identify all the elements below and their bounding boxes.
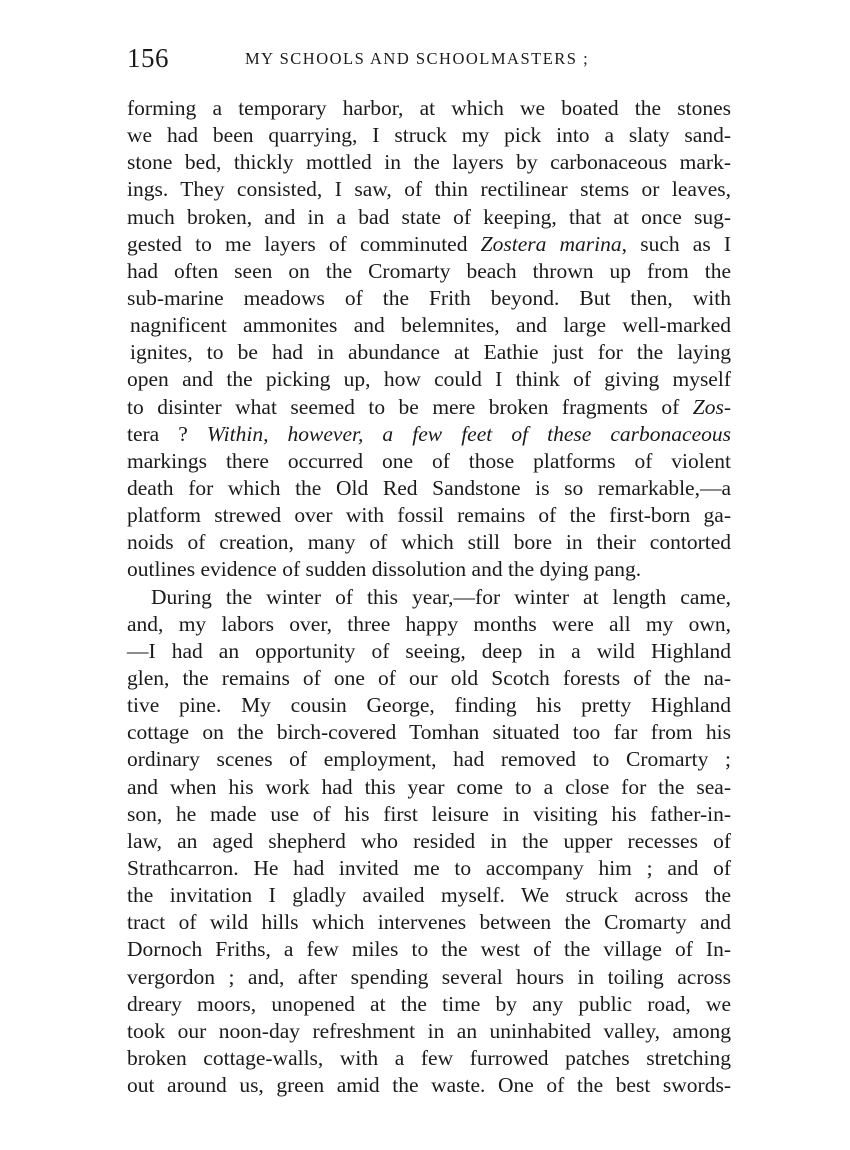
text-line	[127, 774, 731, 801]
text-line	[127, 611, 731, 638]
text-line	[127, 936, 731, 963]
paragraph	[127, 95, 731, 584]
text-line	[127, 882, 731, 909]
text-run: cottage on the birch-covered Tomhan situated too far from his	[127, 720, 731, 745]
text-line	[127, 964, 731, 991]
text-line	[127, 285, 731, 312]
text-run: and, my labors over, three happy months were all my own,	[127, 611, 731, 636]
text-line	[127, 746, 731, 773]
text-line	[127, 828, 731, 855]
text-run: tive pine. My cousin George, finding his pretty Highland	[127, 693, 731, 718]
text-line	[127, 366, 731, 393]
text-line	[127, 176, 731, 203]
text-run: much broken, and in a bad state of keeping, that at once sug-	[127, 204, 731, 229]
text-line	[127, 556, 731, 583]
body-text	[127, 95, 731, 1099]
running-title: MY SCHOOLS AND SCHOOLMASTERS ;	[245, 49, 590, 68]
text-line	[127, 665, 731, 692]
text-line	[127, 122, 731, 149]
text-run: broken cottage-walls, with a few furrowed patches stretching	[127, 1045, 731, 1070]
text-line	[127, 909, 731, 936]
text-line	[127, 801, 731, 828]
text-line	[127, 584, 731, 611]
text-run: glen, the remains of one of our old Scotch forests of the na-	[127, 665, 731, 690]
text-line	[127, 339, 731, 366]
text-run: gested to me layers of comminuted	[127, 231, 481, 256]
text-run: nagnificent ammonites and belemnites, and large well-marked	[130, 313, 731, 338]
paragraph	[127, 584, 731, 1100]
text-run: and when his work had this year come to a close for the sea-	[127, 774, 731, 799]
text-run: we had been quarrying, I struck my pick into a slaty sand-	[127, 123, 731, 148]
text-run: the invitation I gladly availed myself. We struck across the	[127, 883, 731, 908]
text-line	[127, 231, 731, 258]
text-line	[127, 1045, 731, 1072]
italic-text: Zostera marina	[480, 231, 622, 256]
text-run: markings there occurred one of those platforms of violent	[127, 448, 731, 473]
text-line	[127, 719, 731, 746]
text-run: out around us, green amid the waste. One of the best swords-	[127, 1073, 731, 1098]
text-run: ordinary scenes of employment, had removed to Cromarty ;	[127, 747, 731, 772]
text-line	[127, 502, 731, 529]
text-run: vergordon ; and, after spending several hours in toiling across	[127, 964, 731, 989]
text-line	[127, 204, 731, 231]
text-line	[127, 95, 731, 122]
text-run: sub-marine meadows of the Frith beyond. But then, with	[127, 285, 731, 310]
text-line	[127, 692, 731, 719]
text-line	[127, 312, 731, 339]
text-run: noids of creation, many of which still bore in their contorted	[127, 530, 731, 555]
text-line	[127, 1072, 731, 1099]
text-line	[127, 855, 731, 882]
text-run: —I had an opportunity of seeing, deep in a wild Highland	[127, 638, 731, 663]
text-line	[127, 638, 731, 665]
italic-text: Within, however, a few feet of these carbonaceous	[187, 421, 731, 446]
text-run: ings. They consisted, I saw, of thin rectilinear stems or leaves,	[127, 177, 731, 202]
italic-text: Zos-	[692, 394, 731, 419]
text-run: platform strewed over with fossil remains of the first-born ga-	[127, 503, 731, 528]
text-run: took our noon-day refreshment in an uninhabited valley, among	[127, 1018, 731, 1043]
text-run: dreary moors, unopened at the time by any public road, we	[127, 991, 731, 1016]
text-line	[127, 448, 731, 475]
text-line	[127, 258, 731, 285]
text-run: stone bed, thickly mottled in the layers by carbonaceous mark-	[127, 150, 731, 175]
text-line	[127, 421, 731, 448]
text-run: death for which the Old Red Sandstone is so remarkable,—a	[127, 475, 731, 500]
text-run: ignites, to be had in abundance at Eathie just for the laying	[130, 340, 731, 365]
text-run: son, he made use of his first leisure in visiting his father-in-	[127, 801, 731, 826]
text-run: forming a temporary harbor, at which we boated the stones	[127, 96, 731, 120]
page-number: 156	[127, 43, 169, 73]
text-run: outlines evidence of sudden dissolution and the dying pang.	[127, 557, 642, 582]
text-line	[127, 991, 731, 1018]
running-header	[127, 40, 731, 76]
text-line	[127, 394, 731, 421]
text-run: open and the picking up, how could I think of giving myself	[127, 367, 731, 392]
text-run: law, an aged shepherd who resided in the upper recesses of	[127, 828, 731, 853]
text-run: Dornoch Friths, a few miles to the west of the village of In-	[127, 937, 731, 962]
text-line	[127, 475, 731, 502]
text-run: had often seen on the Cromarty beach thrown up from the	[127, 258, 731, 283]
text-run: During the winter of this year,—for winter at length came,	[151, 584, 731, 609]
text-line	[127, 149, 731, 176]
text-line	[127, 1018, 731, 1045]
text-run: to disinter what seemed to be mere broken fragments of	[127, 394, 693, 419]
text-run: tract of wild hills which intervenes between the Cromarty and	[127, 910, 731, 935]
text-run: tera ?	[127, 421, 188, 446]
text-run: Strathcarron. He had invited me to accompany him ; and of	[127, 855, 731, 880]
text-line	[127, 529, 731, 556]
text-run: , such as I	[621, 231, 732, 256]
